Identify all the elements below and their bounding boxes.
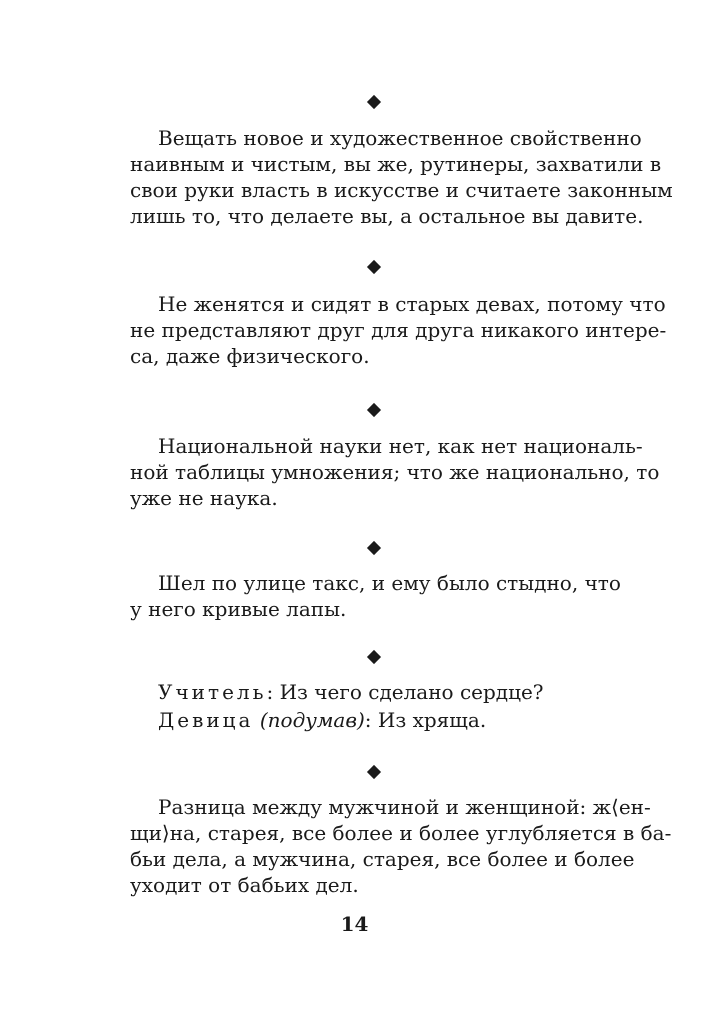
paragraph-art — [130, 125, 673, 229]
separator-diamond-icon — [367, 541, 381, 555]
text-line: свои руки власть в искусстве и считаете законным — [130, 178, 673, 202]
text-line: са, даже физического. — [130, 344, 370, 368]
text-line: уже не наука. — [130, 486, 278, 510]
speaker-name: Учитель — [158, 680, 267, 704]
text-line: Шел по улице такс, и ему было стыдно, что — [158, 571, 621, 595]
paragraph-old-maids — [130, 291, 667, 369]
stage-direction: (подумав) — [259, 708, 365, 732]
separator-diamond-icon — [367, 260, 381, 274]
separator-diamond-icon — [367, 650, 381, 664]
dialog-maiden — [158, 705, 486, 735]
paragraph-dachshund — [130, 570, 620, 622]
text-line: Вещать новое и художественное свойственно — [158, 126, 642, 150]
text-line: Не женятся и сидят в старых девах, потому что — [158, 292, 666, 316]
text-line: Национальной науки нет, как нет националь- — [158, 434, 643, 458]
text-line: лишь то, что делаете вы, а остальное вы давите. — [130, 204, 644, 228]
dialog-teacher — [158, 677, 544, 707]
text-line: щи⟩на, старея, все более и более углубляется в ба- — [130, 821, 672, 845]
text-line: не представляют друг для друга никакого интере- — [130, 318, 667, 342]
text-line: наивным и чистым, вы же, рутинеры, захватили в — [130, 152, 662, 176]
text-line: ной таблицы умножения; что же национально, то — [130, 460, 660, 484]
text-line: уходит от бабьих дел. — [130, 873, 359, 897]
text-line: у него кривые лапы. — [130, 597, 347, 621]
separator-diamond-icon — [367, 403, 381, 417]
speaker-name: Девица — [158, 708, 254, 732]
page-number: 14 — [340, 912, 369, 936]
separator-diamond-icon — [367, 765, 381, 779]
text-line: бьи дела, а мужчина, старея, все более и более — [130, 847, 635, 871]
dialog-line: : Из хряща. — [364, 708, 487, 732]
separator-diamond-icon — [367, 95, 381, 109]
text-line: Разница между мужчиной и женщиной: ж⟨ен- — [158, 795, 651, 819]
paragraph-man-woman — [130, 794, 672, 898]
paragraph-national-science — [130, 433, 660, 511]
dialog-line: : Из чего сделано сердце? — [266, 680, 544, 704]
